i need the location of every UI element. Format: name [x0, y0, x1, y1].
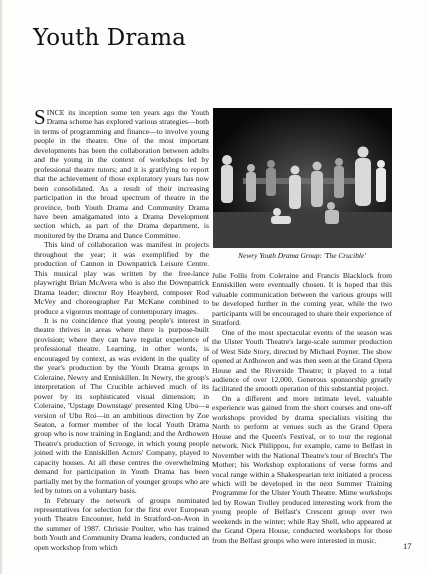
rear-platform: [243, 178, 363, 184]
article-paragraph-3: It is no coincidence that young people's interest in theatre thrives in areas where there is purpose-built provision; where they can have regular experience of professional theatre. Learning, in other words, is encouraged by context, as was evident in the quality of the year's production by the Youth Drama groups in Coleraine, Newry and Enniskillen. In Newry, the group's interpretation of The Crucible achieved much of its power by its sophisticated visual dimension; in Coleraine, 'Upstage Downstage' presented King Ubu—a version of Ubu Roi—in an ambitious direction by Zoe Seaton, a former member of the local Youth Drama group who is now training in England; and the Ardhowen Theatre's production of Scrooge, in which young people joined with the Enniskillen Actors' Company, played to capacity houses. At all these centres the overwhelming demand for participation in Youth Drama has been partially met by the formation of younger groups who are led by tutors on a voluntary basis.: [34, 315, 209, 496]
figure-3: [266, 160, 276, 196]
figure-left: [221, 155, 233, 203]
article-paragraph-5: Julie Follis from Coleraine and Francis Blacklock from Enniskillen were eventually chosen. It is hoped that this valuable communication between the various groups will be developed further in the coming year, while the two participants will be encouraged to share their experience of Stratford.: [212, 271, 392, 328]
photo-caption: Newry Youth Drama Group: 'The Crucible': [238, 251, 366, 260]
left-column: [34, 105, 209, 552]
drop-cap: S: [34, 105, 46, 129]
stage-photo-image: [213, 108, 392, 248]
page-number: 17: [403, 541, 412, 551]
page-title: Youth Drama: [33, 25, 186, 51]
right-column: [212, 271, 392, 545]
paragraph-text: INCE its inception some ten years ago the Youth Drama scheme has explored various strategies—both in terms of programming and finance—to involve young people in the theatre. One of the most important developments has been the collaboration between adults and the young in the context of workshops led by professional theatre tutors; and it is gratifying to report that the achievement of those exploratory years has now been consolidated. As a result of their increasing participation in the broad spectrum of theatre in the province, both Youth Drama and Community Drama have been amalgamated into a Drama Development section which, as part of the Drama department, is monitored by the Drama and Dance Committee.: [34, 108, 209, 240]
stage-floor: [213, 212, 392, 248]
page-edge-shadow: [0, 0, 3, 574]
article-paragraph-6: One of the most spectacular events of the season was the Ulster Youth Theatre's large-scale summer production of West Side Story, directed by Michael Poyner. The show opened at Ardhowen and was then seen at the Grand Opera House and the Riverside Theatre; it played to a total audience of over 12,000. Generous sponsorship greatly facilitated the smooth operation of this substantial project.: [212, 327, 392, 394]
article-paragraph-7: On a different and more intimate level, valuable experience was gained from the short courses and one-off workshops provided by drama specialists visiting the North to perform at venues such as the Grand Opera House and the Queen's Festival, or to tour the regional network. Nick Philippou, for example, came to Belfast in November with the National Theatre's tour of Brecht's The Mother; his Workshop explorations of verse forms and vocal range within a Shakespearian text initiated a process which will be developed in the next Summer Training Programme for the Ulster Youth Theatre. Mime workshops led by Rowan Trolley produced interesting work from the young people of Belfast's Crescent group over two weekends in the winter; while Ray Shell, who appeared at the Grand Opera House, conducted workshops for those from the Belfast groups who were interested in music.: [212, 393, 392, 545]
article-paragraph-1: [34, 105, 209, 240]
article-paragraph-2: This kind of collaboration was manifest in projects throughout the year; it was exemplified by the production of Cannon in Downpatrick Leisure Centre. This musical play was written by the free-lance playwright Brian McAvera who is also the Downpatrick Drama leader; director Roy Heayberd, composer Rod McVey and choreographer Pat McKane combined to produce a vigorous montage of contemporary images.: [34, 240, 209, 316]
figure-2: [246, 164, 256, 202]
stage-photo: [213, 108, 392, 248]
article-paragraph-4: In February the network of groups nominated representatives for selection for the first ever European youth Theatre Encounter, held in Stratford-on-Avon in the summer of 1987. Chrissie Poulter, who has trained both Youth and Community Drama leaders, conducted an open workshop from which: [34, 495, 209, 552]
